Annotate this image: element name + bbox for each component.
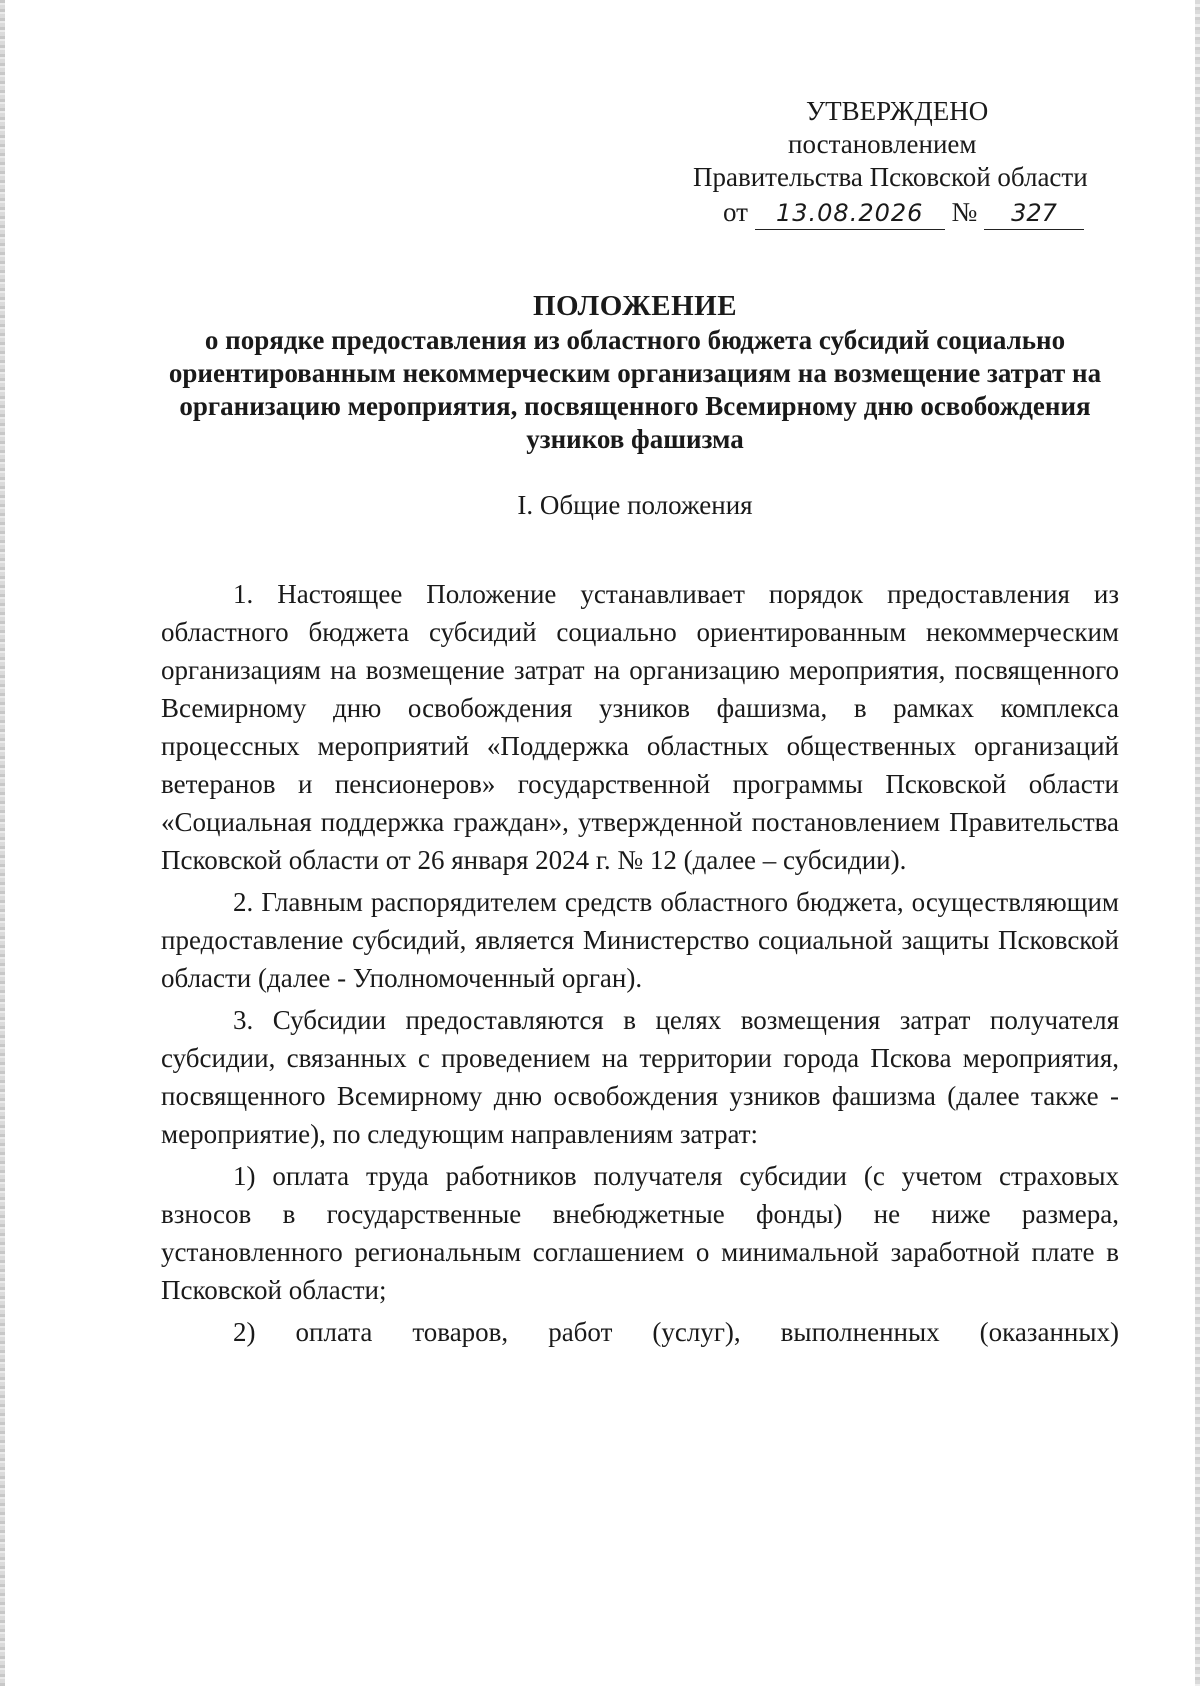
approved-government: Правительства Псковской области xyxy=(693,162,1088,192)
handwritten-date: 13.08.2026 xyxy=(755,198,945,230)
approved-by-resolution: постановлением xyxy=(788,129,977,159)
scan-edge-right xyxy=(1195,0,1200,1686)
paragraph-3-item-1: 1) оплата труда работников получателя субсидии (с учетом страховых взносов в государственные внебюджетные фонды) не ниже размера, установленного региональным соглашением о минимальной заработной плате в Псковской области; xyxy=(161,1161,1119,1305)
paragraph-3-item-2: 2) оплата товаров, работ (услуг), выполненных (оказанных) xyxy=(233,1317,1119,1347)
document-body xyxy=(161,575,1119,1355)
approved-date-number-line xyxy=(723,197,1084,230)
document-subtitle: о порядке предоставления из областного бюджета субсидий социально ориентированным некоммерческим организациям на возмещение затрат на организацию мероприятия, посвященного Всемирному дню освобождения узников фашизма xyxy=(168,325,1102,454)
paragraph-3: 3. Субсидии предоставляются в целях возмещения затрат получателя субсидии, связанных с проведением на территории города Пскова мероприятия, посвященного Всемирному дню освобождения узников фашизма (далее также - мероприятие), по следующим направлениям затрат: xyxy=(161,1005,1119,1149)
document-title: ПОЛОЖЕНИЕ xyxy=(532,290,738,322)
document-title-block xyxy=(150,290,1120,456)
paragraph-1: 1. Настоящее Положение устанавливает порядок предоставления из областного бюджета субсидий социально ориентированным некоммерческим организациям на возмещение затрат на организацию мероприятия, посвященного Всемирному дню освобождения узников фашизма, в рамках комплекса процессных мероприятий «Поддержка областных общественных организаций ветеранов и пенсионеров» государственной программы Псковской области «Социальная поддержка граждан», утвержденной постановлением Правительства Псковской области от 26 января 2024 г. № 12 (далее – субсидии). xyxy=(161,579,1119,875)
section-heading: I. Общие положения xyxy=(517,490,753,520)
from-label: от xyxy=(723,197,748,227)
approved-label: УТВЕРЖДЕНО xyxy=(806,96,989,126)
number-label: № xyxy=(951,197,978,227)
paragraph-2: 2. Главным распорядителем средств областного бюджета, осуществляющим предоставление субсидий, является Министерство социальной защиты Псковской области (далее - Уполномоченный орган). xyxy=(161,887,1119,993)
handwritten-number: 327 xyxy=(984,198,1084,230)
scan-edge-left xyxy=(0,0,5,1686)
